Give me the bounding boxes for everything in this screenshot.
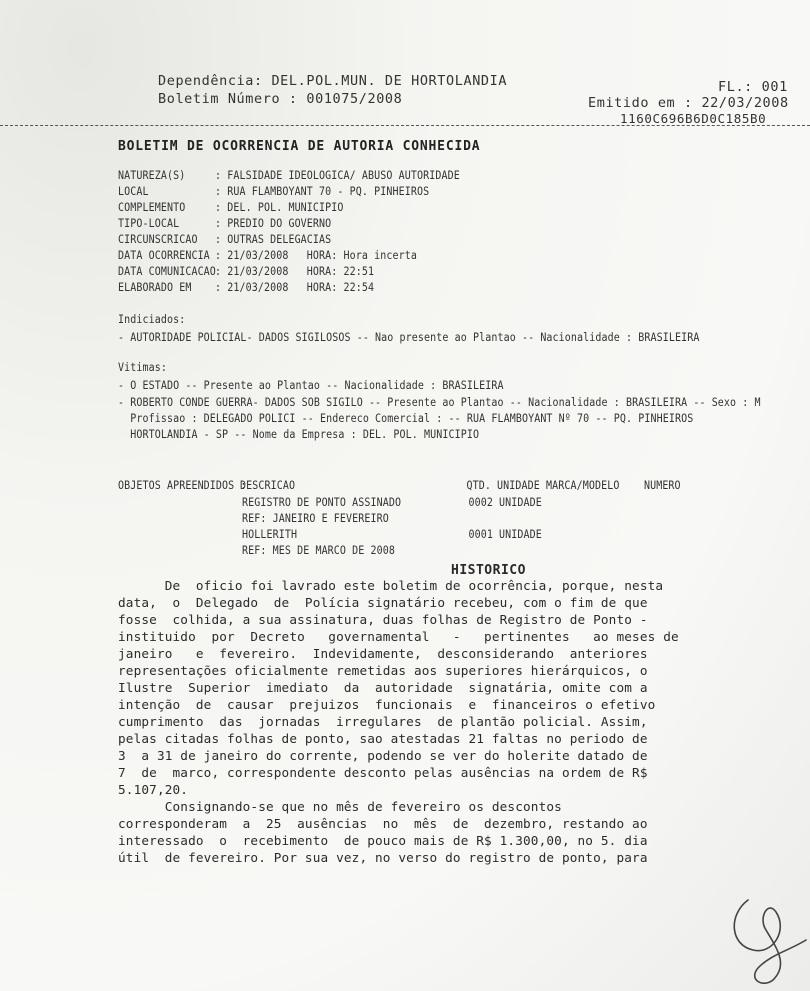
field-value: : 21/03/2008 HORA: 22:51 <box>215 266 375 279</box>
objeto-line: REGISTRO DE PONTO ASSINADO 0002 UNIDADE <box>242 497 542 510</box>
field-label: TIPO-LOCAL <box>118 218 180 231</box>
header-divider <box>0 125 810 126</box>
document-hash: 1160C696B6D0C185B0 <box>620 111 767 126</box>
field-label: CIRCUNSCRICAO <box>118 234 198 247</box>
vitimas-label: Vitimas: <box>118 362 167 375</box>
field-value: : RUA FLAMBOYANT 70 - PQ. PINHEIROS <box>215 186 430 199</box>
objeto-line: HOLLERITH 0001 UNIDADE <box>242 529 542 542</box>
vitimas-line: HORTOLANDIA - SP -- Nome da Empresa : DEL. POL. MUNICIPIO <box>118 429 480 442</box>
field-value: : OUTRAS DELEGACIAS <box>215 234 332 247</box>
indiciados-label: Indiciados: <box>118 314 186 327</box>
field-value: : PREDIO DO GOVERNO <box>215 218 332 231</box>
field-value: : FALSIDADE IDEOLOGICA/ ABUSO AUTORIDADE <box>215 170 460 183</box>
field-label: NATUREZA(S) <box>118 170 186 183</box>
handwritten-signature <box>718 870 808 990</box>
field-label: ELABORADO EM <box>118 282 192 295</box>
historico-line: 3 a 31 de janeiro do corrente, podendo se ver do holerite datado de <box>118 748 648 763</box>
historico-line: pelas citadas folhas de ponto, sao atestadas 21 faltas no periodo de <box>118 731 648 746</box>
vitimas-line: - O ESTADO -- Presente ao Plantao -- Nacionalidade : BRASILEIRA <box>118 380 504 393</box>
historico-line: intenção de causar prejuizos funcionais e financeiros o efetivo <box>118 697 656 712</box>
field-label: LOCAL <box>118 186 149 199</box>
field-value: : 21/03/2008 HORA: Hora incerta <box>215 250 417 263</box>
emitido-date: Emitido em : 22/03/2008 <box>588 95 789 111</box>
objeto-line: REF: MES DE MARCO DE 2008 <box>242 545 396 558</box>
historico-line: fosse colhida, a sua assinatura, duas folhas de Registro de Ponto - <box>118 612 648 627</box>
objetos-header: DESCRICAO QTD. UNIDADE MARCA/MODELO NUMERO <box>240 480 681 493</box>
field-label: DATA OCORRENCIA <box>118 250 210 263</box>
historico-line: corresponderam a 25 ausências no mês de dezembro, restando ao <box>118 816 648 831</box>
historico-line: instituido por Decreto governamental - pertinentes ao meses de <box>118 629 679 644</box>
folha-number: FL.: 001 <box>718 79 788 95</box>
field-label: COMPLEMENTO <box>118 202 186 215</box>
field-value: : DEL. POL. MUNICIPIO <box>215 202 344 215</box>
historico-line: interessado o recebimento de pouco mais de R$ 1.300,00, no 5. dia <box>118 833 648 848</box>
historico-line: representações oficialmente remetidas aos superiores hierárquicos, o <box>118 663 648 678</box>
historico-line: útil de fevereiro. Por sua vez, no verso do registro de ponto, para <box>118 850 648 865</box>
historico-line: data, o Delegado de Polícia signatário recebeu, com o fim de que <box>118 595 648 610</box>
historico-line: 7 de marco, correspondente desconto pelas ausências na ordem de R$ <box>118 765 648 780</box>
indiciados-line: - AUTORIDADE POLICIAL- DADOS SIGILOSOS -- Nao presente ao Plantao -- Nacionalidade : BRASILEIRA <box>118 332 700 345</box>
field-value: : 21/03/2008 HORA: 22:54 <box>215 282 375 295</box>
historico-title: HISTORICO <box>451 563 526 578</box>
historico-line: De oficio foi lavrado este boletim de ocorrência, porque, nesta <box>118 578 664 593</box>
objeto-line: REF: JANEIRO E FEVEREIRO <box>242 513 389 526</box>
historico-line: Consignando-se que no mês de fevereiro os descontos <box>118 799 562 814</box>
vitimas-line: Profissao : DELEGADO POLICI -- Endereco Comercial : -- RUA FLAMBOYANT Nº 70 -- PQ. PINHEIROS <box>118 413 694 426</box>
document-title: BOLETIM DE OCORRENCIA DE AUTORIA CONHECIDA <box>118 139 481 154</box>
historico-line: janeiro e fevereiro. Indevidamente, desconsiderando anteriores <box>118 646 648 661</box>
boletim-number: Boletim Número : 001075/2008 <box>158 91 403 107</box>
historico-line: 5.107,20. <box>118 782 189 797</box>
objetos-label: OBJETOS APREENDIDOS : <box>118 480 247 493</box>
historico-line: cumprimento das jornadas irregulares de plantão policial. Assim, <box>118 714 648 729</box>
dependencia-line: Dependência: DEL.POL.MUN. DE HORTOLANDIA <box>158 73 508 89</box>
historico-line: Ilustre Superior imediato da autoridade signatária, omite com a <box>118 680 648 695</box>
field-label: DATA COMUNICACAO <box>118 266 216 279</box>
vitimas-line: - ROBERTO CONDE GUERRA- DADOS SOB SIGILO -- Presente ao Plantao -- Nacionalidade : BRASILEIRA -- Sexo : M <box>118 397 761 410</box>
